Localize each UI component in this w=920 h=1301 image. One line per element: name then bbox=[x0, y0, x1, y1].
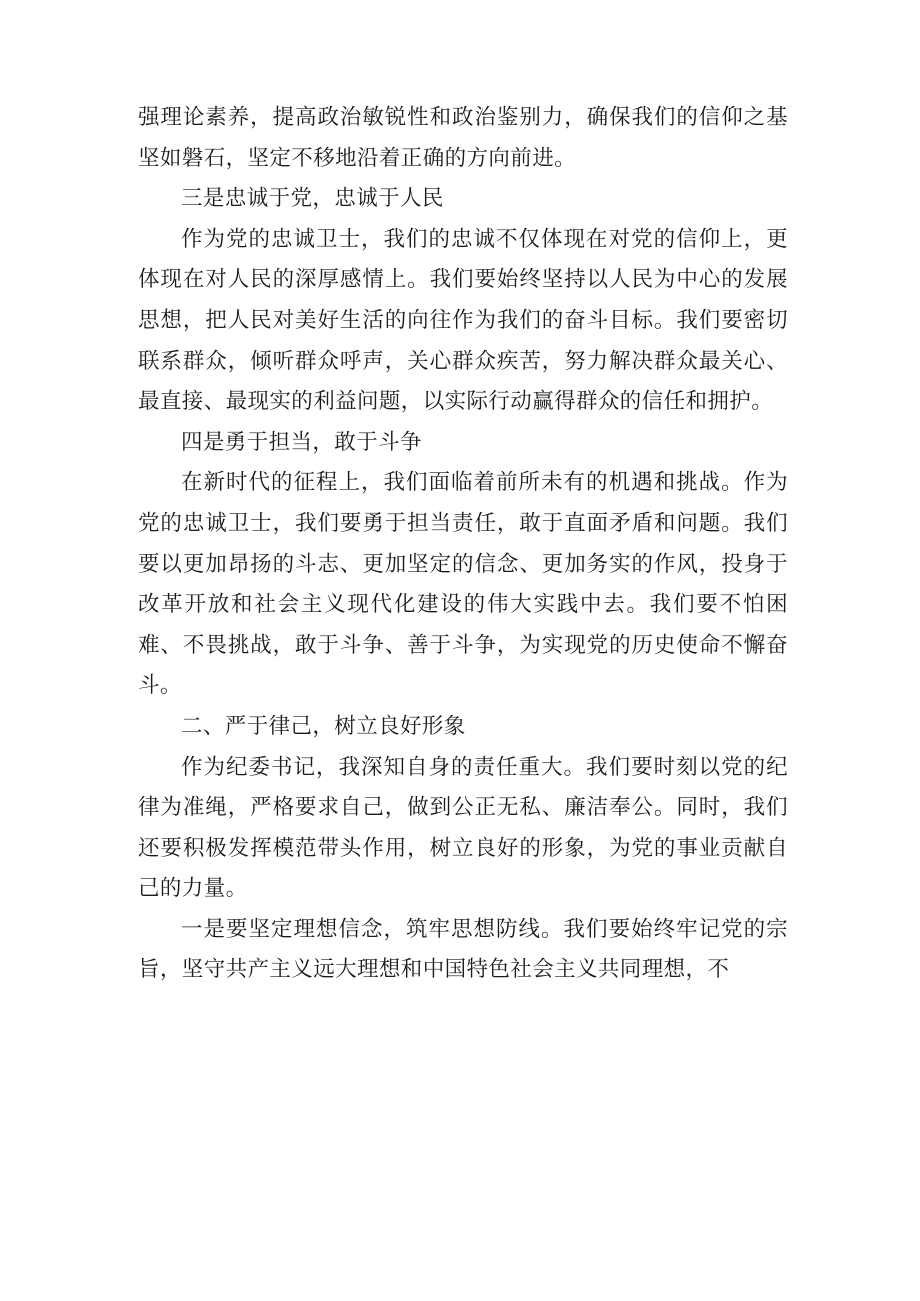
paragraph-responsibility: 在新时代的征程上，我们面临着前所未有的机遇和挑战。作为党的忠诚卫士，我们要勇于担当责任，敢于直面矛盾和问题。我们要以更加昂扬的斗志、更加坚定的信念、更加务实的作风，投身于改革开放和社会主义现代化建设的伟大实践中去。我们要不怕困难、不畏挑战，敢于斗争、善于斗争，为实现党的历史使命不懈奋斗。 bbox=[138, 470, 788, 699]
section-heading-self-discipline: 二、严于律己，树立良好形象 bbox=[181, 713, 466, 739]
paragraph-loyalty: 作为党的忠诚卫士，我们的忠诚不仅体现在对党的信仰上，更体现在对人民的深厚感情上。我们要始终坚持以人民为中心的发展思想，把人民对美好生活的向往作为我们的奋斗目标。我们要密切联系群众，倾听群众呼声，关心群众疾苦，努力解决群众最关心、最直接、最现实的利益问题，以实际行动赢得群众的信任和拥护。 bbox=[138, 226, 788, 415]
paragraph-ideals: 一是要坚定理想信念，筑牢思想防线。我们要始终牢记党的宗旨，坚守共产主义远大理想和中国特色社会主义共同理想，不 bbox=[138, 916, 788, 983]
paragraph-self-discipline: 作为纪委书记，我深知自身的责任重大。我们要时刻以党的纪律为准绳，严格要求自己，做到公正无私、廉洁奉公。同时，我们还要积极发挥模范带头作用，树立良好的形象，为党的事业贡献自己的力量。 bbox=[138, 754, 788, 902]
section-heading-loyalty: 三是忠诚于党，忠诚于人民 bbox=[181, 186, 444, 212]
paragraph-continuation: 强理论素养，提高政治敏锐性和政治鉴别力，确保我们的信仰之基坚如磐石，坚定不移地沿着正确的方向前进。 bbox=[138, 105, 788, 171]
document-body bbox=[138, 98, 788, 991]
section-heading-responsibility: 四是勇于担当，敢于斗争 bbox=[181, 429, 422, 455]
